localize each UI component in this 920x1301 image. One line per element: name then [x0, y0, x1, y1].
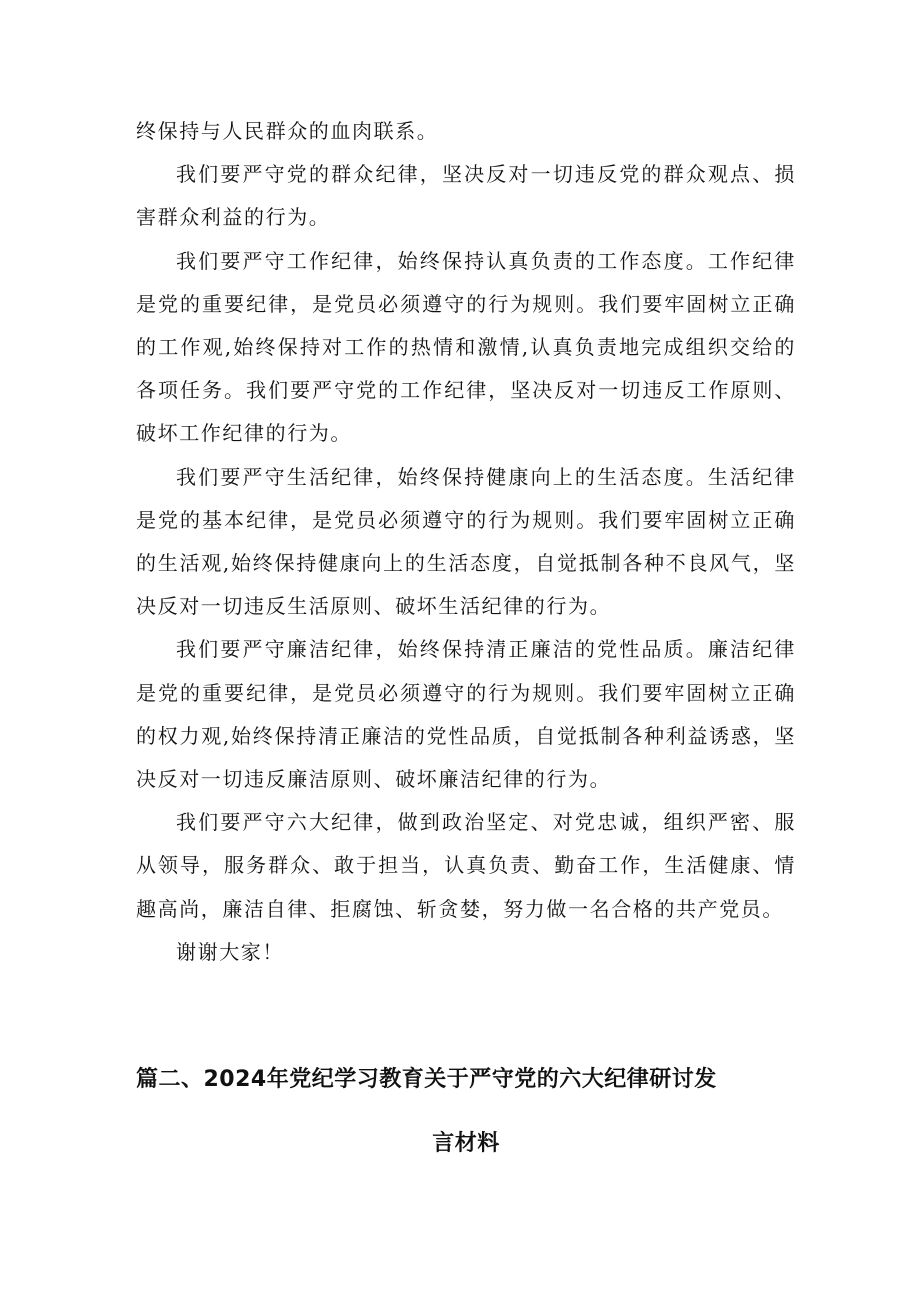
paragraph-continuation: 终保持与人民群众的血肉联系。: [136, 119, 439, 143]
section-heading-line2: 言材料: [432, 1131, 500, 1156]
paragraph-life-discipline: 我们要严守生活纪律，始终保持健康向上的生活态度。生活纪律是党的基本纪律，是党员必须遵守的行为规则。我们要牢固树立正确的生活观,始终保持健康向上的生活态度，自觉抵制各种不良风气，坚决反对一切违反生活原则、破坏生活纪律的行为。: [136, 464, 796, 619]
body-text: [136, 110, 796, 974]
paragraph-integrity-discipline: 我们要严守廉洁纪律，始终保持清正廉洁的党性品质。廉洁纪律是党的重要纪律，是党员必须遵守的行为规则。我们要牢固树立正确的权力观,始终保持清正廉洁的党性品质，自觉抵制各种利益诱惑，坚决反对一切违反廉洁原则、破坏廉洁纪律的行为。: [136, 637, 796, 792]
paragraph-mass-discipline: 我们要严守党的群众纪律，坚决反对一切违反党的群众观点、损害群众利益的行为。: [136, 162, 796, 230]
section-heading-line1: 篇二、2024年党纪学习教育关于严守党的六大纪律研讨发: [136, 1067, 717, 1092]
paragraph-work-discipline: 我们要严守工作纪律，始终保持认真负责的工作态度。工作纪律是党的重要纪律，是党员必须遵守的行为规则。我们要牢固树立正确的工作观,始终保持对工作的热情和激情,认真负责地完成组织交给的各项任务。我们要严守党的工作纪律，坚决反对一切违反工作原则、破坏工作纪律的行为。: [136, 248, 796, 446]
closing-thanks: 谢谢大家！: [176, 939, 284, 964]
paragraph-six-disciplines: 我们要严守六大纪律，做到政治坚定、对党忠诚，组织严密、服从领导，服务群众、敢于担当，认真负责、勤奋工作，生活健康、情趣高尚，廉洁自律、拒腐蚀、斩贪婪，努力做一名合格的共产党员。: [136, 810, 796, 921]
section-heading: [136, 1060, 796, 1164]
